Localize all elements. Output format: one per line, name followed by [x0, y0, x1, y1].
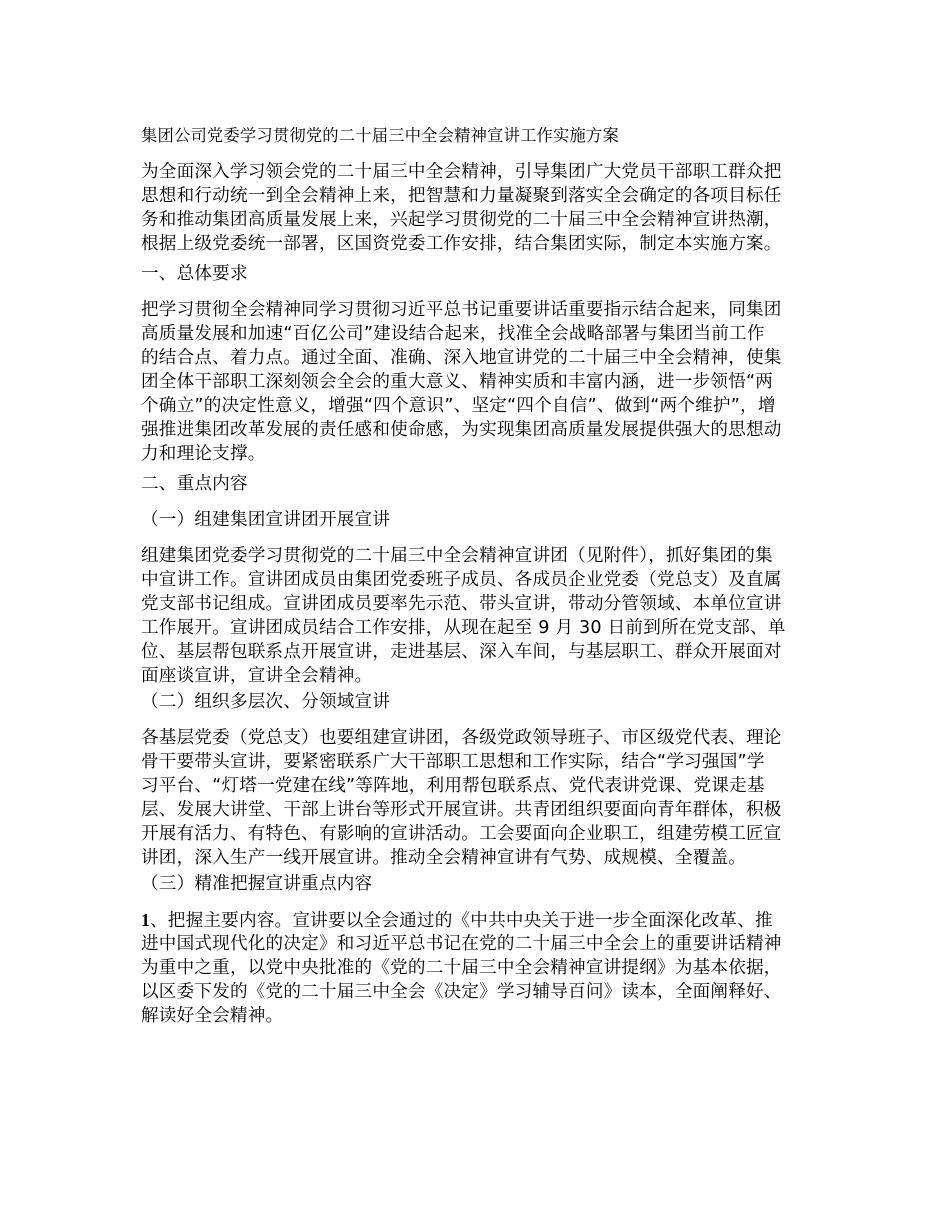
text-line: 个确立”的决定性意义，增强“四个意识”、坚定“四个自信”、做到“两个维护”，增	[141, 396, 776, 416]
section-heading-general-requirements: 一、总体要求	[141, 264, 248, 284]
text-line: 组建集团党委学习贯彻党的二十届三中全会精神宣讲团（见附件），抓好集团的集	[141, 546, 773, 566]
text-line: 以区委下发的《党的二十届三中全会《决定》学习辅导百问》读本，全面阐释好、	[141, 982, 782, 1002]
text-line: 为重中之重，以党中央批准的《党的二十届三中全会精神宣讲提纲》为基本依据，	[141, 958, 782, 978]
text-line: 各基层党委（党总支）也要组建宣讲团，各级党政领导班子、市区级党代表、理论	[141, 728, 782, 748]
text-line: 把学习贯彻全会精神同学习贯彻习近平总书记重要讲话重要指示结合起来，同集团	[141, 300, 782, 320]
text-line: 强推进集团改革发展的责任感和使命感，为实现集团高质量发展提供强大的思想动	[141, 420, 782, 440]
text-line: 中宣讲工作。宣讲团成员由集团党委班子成员、各成员企业党委（党总支）及直属	[141, 570, 782, 590]
text-line: 的结合点、着力点。通过全面、准确、深入地宣讲党的二十届三中全会精神，使集	[141, 348, 782, 368]
text-line: 讲团，深入生产一线开展宣讲。推动全会精神宣讲有气势、成规模、全覆盖。	[141, 848, 746, 868]
subsection-heading-1: （一）组建集团宣讲团开展宣讲	[141, 510, 391, 530]
item-number: 1	[141, 910, 150, 930]
text-line: 层、发展大讲堂、干部上讲台等形式开展宣讲。共青团组织要面向青年群体，积极	[141, 800, 782, 820]
subsection-heading-3: （三）精准把握宣讲重点内容	[141, 874, 373, 894]
text-line-content: 、把握主要内容。宣讲要以全会通过的《中共中央关于进一步全面深化改革、推	[150, 911, 773, 931]
text-line: 思想和行动统一到全会精神上来，把智慧和力量凝聚到落实全会确定的各项目标任	[141, 186, 782, 206]
text-line: 解读好全会精神。	[141, 1006, 284, 1026]
text-line: 高质量发展和加速“百亿公司”建设结合起来，找准全会战略部署与集团当前工作	[141, 324, 765, 344]
text-line: 务和推动集团高质量发展上来，兴起学习贯彻党的二十届三中全会精神宣讲热潮，	[141, 210, 782, 230]
text-line: 面座谈宣讲，宣讲全会精神。	[141, 666, 373, 686]
text-line: 团全体干部职工深刻领会全会的重大意义、精神实质和丰富内涵，进一步领悟“两	[141, 372, 774, 392]
text-line: 骨干要带头宣讲，要紧密联系广大干部职工思想和工作实际，结合“学习强国”学	[141, 752, 765, 772]
text-line: 习平台、“灯塔一党建在线”等阵地，利用帮包联系点、党代表讲党课、党课走基	[141, 776, 765, 796]
text-line: 进中国式现代化的决定》和习近平总书记在党的二十届三中全会上的重要讲话精神	[141, 934, 782, 954]
text-line: 位、基层帮包联系点开展宣讲，走进基层、深入车间，与基层职工、群众开展面对	[141, 642, 782, 662]
text-line: 根据上级党委统一部署，区国资党委工作安排，结合集团实际，制定本实施方案。	[141, 234, 782, 254]
text-line: 工作展开。宣讲团成员结合工作安排，从现在起至 9 月 30 日前到所在党支部、单	[141, 618, 786, 638]
document-title: 集团公司党委学习贯彻党的二十届三中全会精神宣讲工作实施方案	[141, 126, 619, 145]
text-line: 开展有活力、有特色、有影响的宣讲活动。工会要面向企业职工，组建劳模工匠宣	[141, 824, 782, 844]
section-heading-key-content: 二、重点内容	[141, 474, 248, 494]
subsection-heading-2: （二）组织多层次、分领域宣讲	[141, 692, 391, 712]
text-line: 力和理论支撑。	[141, 444, 266, 464]
text-line	[141, 908, 773, 933]
text-line: 党支部书记组成。宣讲团成员要率先示范、带头宣讲，带动分管领域、本单位宣讲	[141, 594, 782, 614]
text-line: 为全面深入学习领会党的二十届三中全会精神，引导集团广大党员干部职工群众把	[141, 162, 782, 182]
